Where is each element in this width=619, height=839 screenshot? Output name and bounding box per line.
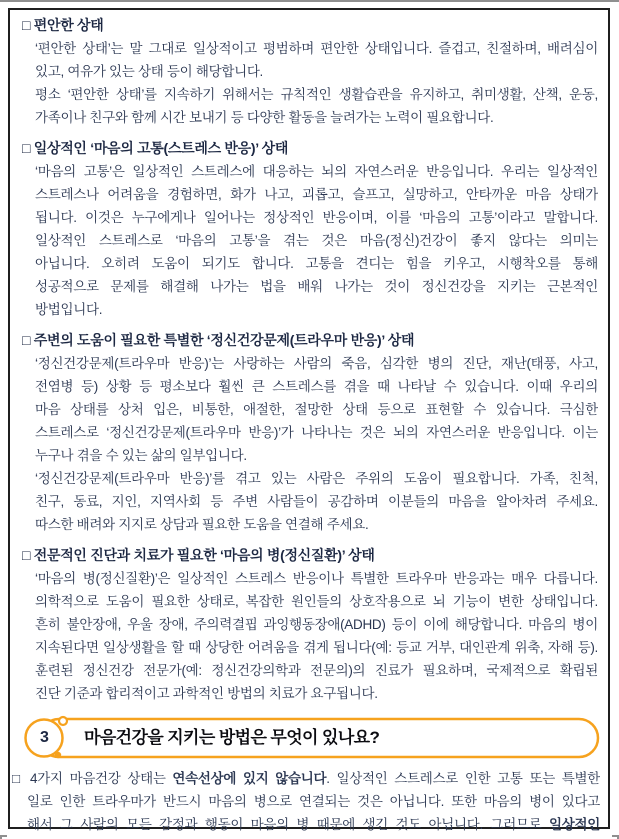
footer-text-line (12, 767, 600, 790)
text-line (22, 37, 598, 60)
text-line (22, 590, 598, 613)
text-run: . 일상적인 스트레스로 인한 고통 또는 특별한 (326, 771, 600, 786)
text-line (22, 160, 598, 183)
text-line (22, 467, 598, 490)
text-line (22, 106, 598, 129)
text-run: 일로 인한 트라우마가 반드시 마음의 병으로 연결되는 것은 아닙니다. 또한 마음의 병이 있다고 (27, 794, 600, 809)
text-line (22, 206, 598, 229)
sections-container (22, 14, 598, 705)
text-run: 일상적인 스트레스로 ‘마음의 고통’을 겪는 것은 마음(정신)건강이 좋지 않다는 의미는 (35, 233, 598, 248)
text-run: 아닙니다. 오히려 도움이 되기도 합니다. 고통을 견디는 힘을 키우고, 시행착오를 통해 (35, 256, 598, 271)
text-run: 마음 상태를 상처 입은, 비통한, 애절한, 절망한 상태 등으로 표현할 수 있습니다. 극심한 (35, 402, 598, 417)
text-run: ‘정신건강문제(트라우마 반응)’는 사랑하는 사람의 죽음, 심각한 병의 진단, 재난(태풍, 사고, (35, 356, 598, 371)
text-line (22, 567, 598, 590)
section-heading: □ 주변의 도움이 필요한 특별한 ‘정신건강문제(트라우마 반응)’ 상태 (22, 332, 415, 348)
text-run: ‘마음의 병(정신질환)’은 일상적인 스트레스 반응이나 특별한 트라우마 반응과는 매우 다릅니다. (35, 571, 598, 586)
emphasized-text: 연속선상에 있지 않습니다 (172, 771, 327, 786)
text-run: ‘마음의 고통’은 일상적인 스트레스에 대응하는 뇌의 자연스러운 반응입니다. 우리는 일상적인 (35, 164, 598, 179)
text-line (22, 183, 598, 206)
text-line (22, 398, 598, 421)
text-line (22, 444, 598, 467)
text-run: 지속된다면 일상생활을 할 때 상당한 어려움을 겪게 됩니다(예: 등교 거부, 대인관계 위축, 자해 등). (35, 640, 598, 655)
text-line (22, 375, 598, 398)
text-line (22, 252, 598, 275)
section (22, 544, 598, 705)
text-line (22, 636, 598, 659)
text-line (22, 352, 598, 375)
text-run: 전염병 등) 상황 등 평소보다 훨씬 큰 스트레스를 겪을 때 나타날 수 있습니다. 이때 우리의 (35, 379, 598, 394)
text-run: 성공적으로 문제를 해결해 나가는 법을 배워 나가는 것이 정신건강을 지키는 근본적인 (35, 279, 598, 294)
text-run: 됩니다. 이것은 누구에게나 일어나는 정상적인 반응이며, 이를 ‘마음의 고통’이라고 말합니다. (35, 210, 598, 225)
banner-number: 3 (40, 729, 49, 746)
text-run: 평소 ‘편안한 상태’를 지속하기 위해서는 규칙적인 생활습관을 유지하고, 취미생활, 산책, 운동, (35, 87, 598, 102)
text-run: 의학적으로 도움이 필요한 상태로, 복잡한 원인들의 상호작용으로 뇌 기능이 변한 상태입니다. (35, 594, 598, 609)
text-run: 해서 그 사람의 모든 감정과 행동이 마음의 병 때문에 생긴 것도 아닙니다. 그러므로 (27, 817, 550, 832)
text-run: ‘정신건강문제(트라우마 반응)’를 겪고 있는 사람은 주위의 도움이 필요합니다. 가족, 친척, (35, 471, 598, 486)
section (22, 329, 598, 536)
footer-text-line (12, 813, 600, 836)
text-run: 스트레스로 ‘정신건강문제(트라우마 반응)’가 나타나는 것은 뇌의 자연스러운 반응입니다. 이는 (35, 425, 598, 440)
section (22, 137, 598, 321)
text-run: 훈련된 정신건강 전문가(예: 정신건강의학과 전문의)의 진료가 필요하며, 국제적으로 확립된 (35, 663, 598, 678)
text-run: 진단 기준과 합리적이고 과학적인 방법의 치료가 요구됩니다. (35, 686, 378, 701)
text-line (22, 60, 598, 83)
text-run: ‘편안한 상태’는 말 그대로 일상적이고 평범하며 편안한 상태입니다. 즐겁고, 친절하며, 배려심이 (35, 41, 598, 56)
text-line (22, 613, 598, 636)
text-run: 따스한 배려와 지지로 상담과 필요한 도움을 연결해 주세요. (35, 517, 369, 532)
text-line (22, 275, 598, 298)
text-line (22, 659, 598, 682)
document-border-box (8, 8, 610, 829)
text-line (22, 682, 598, 705)
text-line (22, 229, 598, 252)
text-run: 스트레스나 어려움을 경험하면, 화가 나고, 괴롭고, 슬프고, 실망하고, 안타까운 마음 상태가 (35, 187, 598, 202)
text-run: □ 4가지 마음건강 상태는 (12, 771, 173, 786)
text-run: 흔히 불안장애, 우울 장애, 주의력결핍 과잉행동장애(ADHD) 등이 이에 해당합니다. 마음의 병이 (35, 617, 598, 632)
section-heading: □ 일상적인 ‘마음의 고통(스트레스 반응)’ 상태 (22, 140, 289, 156)
text-line (22, 83, 598, 106)
text-run: 가족이나 친구와 함께 시간 보내기 등 다양한 활동을 늘려가는 노력이 필요합니다. (35, 110, 494, 125)
text-run: 방법입니다. (35, 302, 103, 317)
text-run: 친구, 동료, 지인, 지역사회 등 주변 사람들이 공감하며 이분들의 마음을 알아차려 주세요. (35, 494, 598, 509)
text-line (22, 513, 598, 536)
footer-paragraph (12, 767, 600, 836)
banner-title: 마음건강을 지키는 방법은 무엇이 있나요? (84, 728, 380, 747)
text-run: 있고, 여유가 있는 상태 등이 해당합니다. (35, 64, 264, 79)
text-line (22, 490, 598, 513)
section (22, 14, 598, 129)
section-3-banner (20, 712, 604, 764)
text-line (22, 421, 598, 444)
section-heading: □ 전문적인 진단과 치료가 필요한 ‘마음의 병(정신질환)’ 상태 (22, 547, 375, 563)
cropped-bottom-left-edge (0, 835, 2, 839)
text-line (22, 298, 598, 321)
cropped-top-edge (0, 0, 619, 2)
footer-text-line (12, 790, 600, 813)
text-run: 누구나 겪을 수 있는 삶의 일부입니다. (35, 448, 247, 463)
emphasized-text: 일상적인 (549, 817, 600, 832)
section-heading: □ 편안한 상태 (22, 17, 104, 33)
